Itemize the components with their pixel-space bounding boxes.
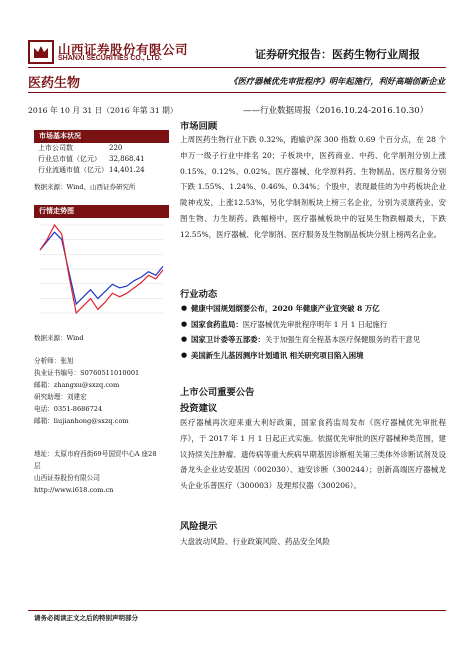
news-detail: 关于加强生育全程基本医疗保健服务的若干意见 (264, 335, 421, 344)
brand-name-en: SHANXI SECURITIES CO., LTD. (58, 55, 162, 62)
trend-box (34, 205, 169, 218)
bullet-icon: ● (181, 304, 188, 312)
address-line: 地址：太原市府西街69号国贸中心A 座28 层 (34, 450, 157, 470)
trend-chart (34, 219, 169, 319)
assistant-contact (34, 391, 129, 427)
trend-source: 数据来源：Wind (34, 334, 84, 342)
brand-name-cn: 山西证券股份有限公司 (58, 42, 189, 57)
assistant-email[interactable]: 邮箱：liujianhong@sxzq.com (34, 417, 129, 425)
company-address (34, 448, 159, 496)
company-website-link[interactable]: http://www.i618.com.cn (34, 486, 114, 494)
company-announcements-title: 上市公司重要公告 (180, 387, 255, 398)
risk-warning-text: 大盘波动风险、行业政策风险、药品安全风险 (180, 537, 330, 546)
risk-warning-title: 风险提示 (180, 521, 218, 532)
assistant-name: 研究助理：刘建宏 (34, 393, 87, 401)
basics-value: 220 (109, 144, 123, 152)
assistant-phone: 电话：0351-8686724 (34, 405, 103, 413)
basics-row (34, 143, 169, 154)
company-name: 山西证券股份有限公司 (34, 474, 100, 482)
news-item (180, 301, 446, 317)
news-item (180, 348, 446, 364)
basics-key: 上市公司数 (38, 144, 73, 152)
trend-title: 行情走势图 (34, 205, 169, 218)
analyst-name: 分析师：张旭 (34, 357, 74, 365)
news-title: 健康中国规划纲要公布，2020 年健康产业宣突破 8 万亿 (191, 304, 380, 313)
bullet-icon: ● (181, 319, 188, 328)
sector-title: 医药生物 (28, 76, 81, 91)
basics-key: 行业总市值（亿元） (38, 155, 101, 163)
report-type: 证券研究报告：医药生物行业周报 (255, 48, 420, 61)
weekly-range: ——行业数据周报（2016.10.24-2016.10.30） (243, 106, 429, 116)
headline-divider (28, 92, 446, 93)
shanxi-securities-logo-icon (28, 40, 54, 64)
header-divider (28, 67, 446, 68)
bullet-icon: ● (181, 350, 188, 359)
basics-row (34, 154, 169, 165)
news-title: 国家食药监局： (191, 319, 243, 329)
report-headline: 《医疗器械优先审批程序》明年起施行，利好高端创新企业 (229, 76, 445, 86)
news-detail: 医疗器械优先审批程序明年 1 月 1 日起施行 (242, 319, 388, 329)
news-item (180, 317, 446, 333)
industry-dynamics-title: 行业动态 (180, 289, 218, 300)
investment-advice-text: 医疗器械再次迎来重大利好政策，国家食药监局发布《医疗器械优先审批程序》，于 2017 年 1 月 1 日起正式实施。依据优先审批的医疗器械种类范围，建议持续关注肿瘤、遗传病等重大疾病早期基因诊断相关第三类体外诊断试剂及设备龙头企业达安基因（002030）、迪安诊断（300244）；创新高端医疗器械龙头企业乐普医疗（300003）及理邦仪器（300206）。 (180, 418, 446, 491)
news-item (180, 332, 446, 348)
basics-row (34, 165, 169, 176)
news-title: 美国新生儿基因测序计划通讯 相关研究项目陷入困境 (191, 350, 364, 360)
footer-disclaimer: 请务必阅读正文之后的特别声明部分 (34, 614, 138, 622)
market-basics-title: 市场基本状况 (34, 130, 169, 143)
chart-grid (40, 225, 163, 313)
market-review-text: 上周医药生物行业下跌 0.32%，跑输沪深 300 指数 0.69 个百分点，在 28 个申万一级子行业中排名 20；子板块中，医药商业、中药、化学制剂分别上涨 0.15%、0.12%、0.02%。医疗器械、化学原料药、生物制品、医疗服务分别下跌 1.55%、1.24%、0.46%、0.34%；个股中，表现最佳的为中药板块企业陇神戎发，上涨12.53%，另化学制剂板块上榜三名企业，分别为灵康药业、安图生物、力生制药。跌幅榜中，医疗器械板块中的冠昊生物跌幅最大，下跌 12.55%，医疗器械、化学制剂、医疗服务及生物制品板块分别上榜两名企业。 (180, 135, 446, 239)
report-date: 2016 年 10 月 31 日（2016 年第 31 期） (28, 106, 178, 115)
industry-news-list (180, 301, 446, 363)
basics-source: 数据来源：Wind、山西证券研究所 (34, 183, 136, 191)
news-title: 国家卫计委等五部委： (191, 335, 265, 344)
bullet-icon: ● (181, 335, 188, 343)
basics-value: 14,401.24 (109, 166, 145, 174)
analyst-contact (34, 355, 139, 391)
basics-value: 32,868.41 (109, 155, 145, 163)
investment-advice-title: 投资建议 (180, 403, 218, 414)
footer-divider (28, 610, 446, 611)
market-review-title: 市场回顾 (180, 121, 218, 132)
series-line-0 (40, 232, 163, 304)
basics-key: 行业流通市值（亿元） (38, 166, 108, 174)
market-basics-box (34, 130, 169, 176)
analyst-email[interactable]: 邮箱：zhangxu@sxzq.com (34, 381, 120, 389)
analyst-license: 执业证书编号：S0760511010001 (34, 369, 140, 377)
